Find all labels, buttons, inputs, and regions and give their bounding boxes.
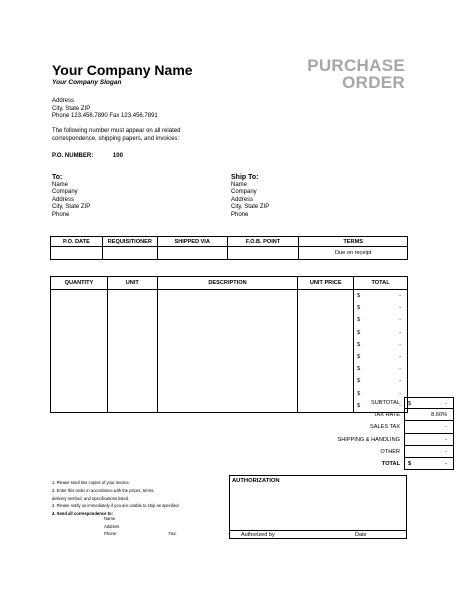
quantity-cell[interactable] [51,290,108,303]
po-number [52,153,123,159]
totals-value: - [445,448,447,455]
currency-symbol: $ [357,293,361,299]
unit-price-cell[interactable] [298,375,354,387]
company-phone-fax: Phone 123.456.7890 Fax 123.456.7891 [52,113,158,120]
totals-value: - [445,401,447,407]
currency-symbol: $ [357,378,361,385]
unit-cell[interactable] [107,314,157,326]
correspondence-contact [104,515,177,538]
totals-value-cell[interactable] [404,409,454,421]
quantity-cell[interactable] [51,351,108,363]
currency-symbol: $ [408,401,412,407]
authorization-heading: AUTHORIZATION [232,478,280,484]
total-cell[interactable] [354,314,408,326]
row-total-value: - [399,353,401,360]
unit-price-cell[interactable] [298,314,354,326]
unit-cell[interactable] [107,290,157,303]
notice-line-1: The following number must appear on all related [52,128,181,134]
row-total-value: - [399,305,401,312]
requisitioner-cell[interactable] [102,247,157,260]
ship-to-line: Phone [231,211,249,218]
notice-line-2: correspondence, shipping papers, and invoices: [52,135,180,142]
description-cell[interactable] [157,290,298,303]
row-total-value: - [399,366,401,373]
header-shipped-via: SHIPPED VIA [157,237,227,247]
shipped-via-cell[interactable] [157,247,227,260]
row-total-value: - [399,378,401,385]
company-city: City, State ZIP [52,105,91,112]
description-cell[interactable] [157,375,298,387]
currency-symbol: $ [357,390,361,397]
header-unit: UNIT [107,277,157,290]
header-unit-price: UNIT PRICE [298,277,354,290]
to-line: Address [52,196,75,203]
quantity-cell[interactable] [51,375,108,387]
total-cell[interactable] [354,375,408,387]
total-cell[interactable] [354,327,408,339]
ship-to-line: City, State ZIP [231,204,270,211]
unit-cell[interactable] [107,339,157,351]
header-requisitioner: REQUISITIONER [102,237,157,247]
totals-value: - [445,424,447,431]
notice-text [52,128,180,143]
description-cell[interactable] [157,351,298,363]
ship-to-line: Company [231,189,257,196]
instruction-line: 1. Please send two copies of your invoice. [52,480,130,485]
document-title-line1: PURCHASE [307,56,405,75]
row-total-value: - [399,329,401,336]
unit-price-cell[interactable] [298,327,354,339]
table-row [51,314,408,326]
totals-row [250,458,455,470]
totals-block [50,397,447,473]
header-total: TOTAL [354,277,408,290]
document-title [290,57,405,91]
totals-value: - [445,436,447,443]
instruction-line: 4. Send all correspondence to: [52,511,113,517]
table-row [51,375,408,387]
company-slogan: Your Company Slogan [52,79,122,86]
authorized-by-label: Authorized by [241,532,275,538]
quantity-cell[interactable] [51,314,108,326]
unit-cell[interactable] [107,363,157,375]
unit-cell[interactable] [107,351,157,363]
totals-row [250,421,455,433]
totals-value-cell[interactable] [404,397,454,409]
company-name: Your Company Name [52,62,193,78]
to-block [52,174,90,220]
table-row [51,363,408,375]
totals-label: SUBTOTAL [370,400,400,406]
totals-row [250,409,455,421]
row-total-value: - [399,341,401,348]
header-po-date: P.O. DATE [51,237,103,247]
currency-symbol: $ [357,341,361,348]
unit-price-cell[interactable] [298,339,354,351]
to-line: Name [52,181,69,188]
contact-fax: Fax: [168,531,177,537]
contact-phone-fax [104,530,177,538]
row-total-value: - [399,390,401,397]
items-table [50,276,408,413]
instructions [52,479,180,518]
date-label: Date [355,532,367,538]
totals-row [250,434,455,446]
total-cell[interactable] [354,302,408,314]
currency-symbol: $ [357,317,361,324]
instruction-line: 3. Please notify us immediately if you are unable to ship as specified. [52,503,180,509]
description-cell[interactable] [157,327,298,339]
table-row [51,302,408,314]
totals-label: TOTAL [381,461,400,467]
ship-to-block [231,174,269,220]
total-cell[interactable] [354,351,408,363]
to-line: City, State ZIP [52,204,91,211]
ship-to-heading: Ship To: [231,174,259,181]
totals-label: SALES TAX [370,424,400,431]
currency-symbol: $ [408,461,412,467]
description-cell[interactable] [157,314,298,326]
totals-value-cell[interactable] [404,421,454,433]
table-row [51,351,408,363]
company-address-block [52,98,158,121]
unit-cell[interactable] [107,375,157,387]
to-heading: To: [52,174,63,181]
ship-to-line: Address [231,196,254,203]
unit-cell[interactable] [107,327,157,339]
description-cell[interactable] [157,363,298,375]
description-cell[interactable] [157,302,298,314]
currency-symbol: $ [357,353,361,360]
currency-symbol: $ [357,402,361,409]
to-line: Company [52,189,78,196]
row-total-value: - [399,293,401,299]
quantity-cell[interactable] [51,302,108,314]
fob-point-cell[interactable] [227,247,299,260]
instruction-line: 2. Enter this order in accordance with the prices, terms, [52,487,155,493]
description-cell[interactable] [157,339,298,351]
header-fob-point: F.O.B. POINT [227,237,299,247]
unit-price-cell[interactable] [298,302,354,314]
company-address: Address [52,98,75,104]
unit-cell[interactable] [107,302,157,314]
row-total-value: - [399,402,401,409]
currency-symbol: $ [357,366,361,373]
totals-row [250,397,455,409]
contact-name: Name [104,516,116,521]
po-date-cell[interactable] [51,247,103,260]
contact-address: Address [104,523,120,529]
currency-symbol: $ [357,305,361,312]
totals-label: SHIPPING & HANDLING [337,436,400,443]
total-cell[interactable] [354,363,408,375]
authorization-signature-line [229,530,407,540]
quantity-cell[interactable] [51,339,108,351]
quantity-cell[interactable] [51,363,108,375]
totals-value-cell[interactable] [404,458,454,470]
terms-table [50,236,408,260]
header-quantity: QUANTITY [51,277,108,290]
totals-value-cell[interactable] [404,434,454,446]
row-total-value: - [399,317,401,324]
contact-phone: Phone: [104,531,118,537]
document-title-line2: ORDER [342,73,405,92]
totals-label: OTHER [380,448,400,455]
po-number-label: P.O. NUMBER: [52,153,94,159]
totals-value: 8.60% [431,412,447,419]
currency-symbol: $ [357,329,361,336]
totals-label: TAX RATE [373,412,400,419]
header-description: DESCRIPTION [157,277,298,290]
table-row [51,327,408,339]
unit-price-cell[interactable] [298,351,354,363]
total-cell[interactable] [354,339,408,351]
quantity-cell[interactable] [51,327,108,339]
totals-value-cell[interactable] [404,446,454,458]
table-row [51,290,408,303]
unit-price-cell[interactable] [298,290,354,303]
totals-value: - [445,461,447,467]
header-terms: TERMS [299,237,408,247]
total-cell[interactable] [354,290,408,303]
to-line: Phone [52,211,70,218]
table-row [51,339,408,351]
terms-cell[interactable]: Due on receipt [299,247,408,260]
totals-row [250,446,455,458]
ship-to-line: Name [231,181,248,188]
unit-price-cell[interactable] [298,363,354,375]
po-number-value: 100 [112,153,123,159]
instruction-line: delivery method, and specifications listed. [52,495,130,501]
